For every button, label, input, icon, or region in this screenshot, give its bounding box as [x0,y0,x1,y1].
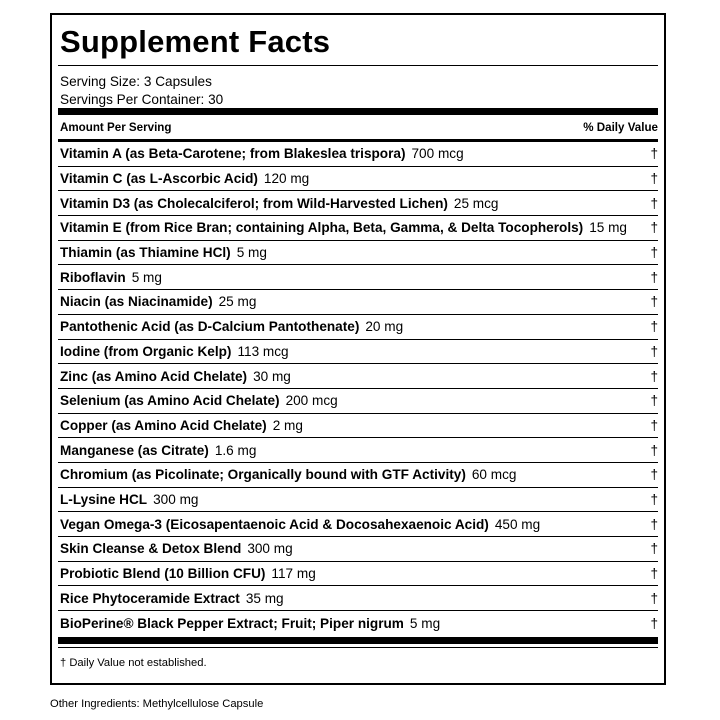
nutrient-amount: 2 mg [272,417,303,433]
nutrient-daily-value: † [650,516,658,532]
nutrient-row [58,611,658,636]
nutrient-amount: 25 mcg [453,195,499,211]
nutrient-amount: 117 mg [271,566,316,582]
nutrient-daily-value: † [650,590,658,606]
nutrient-amount: 700 mcg [411,146,464,162]
nutrient-name: Niacin (as Niacinamide) [60,294,213,310]
nutrient-daily-value: † [650,171,658,187]
nutrient-entry [60,294,256,309]
nutrient-daily-value: † [650,195,658,211]
nutrient-amount: 5 mg [131,269,162,285]
nutrient-daily-value: † [650,368,658,384]
nutrient-entry [60,591,284,606]
nutrient-row [58,364,658,389]
nutrient-daily-value: † [650,541,658,557]
nutrient-entry [60,467,516,482]
nutrient-name: Vitamin C (as L-Ascorbic Acid) [60,171,258,187]
nutrient-amount: 25 mg [218,294,257,310]
nutrient-entry [60,541,293,556]
nutrient-name: Rice Phytoceramide Extract [60,590,240,606]
nutrient-name: Thiamin (as Thiamine HCl) [60,245,231,261]
nutrient-amount: 30 mg [253,368,291,384]
servings-per-container: Servings Per Container: 30 [60,92,224,107]
nutrient-name: Skin Cleanse & Detox Blend [60,541,242,557]
nutrient-entry [60,245,267,260]
nutrient-daily-value: † [650,146,658,162]
column-header [58,117,658,137]
nutrient-row [58,315,658,340]
nutrient-row [58,438,658,463]
nutrient-daily-value: † [650,417,658,433]
nutrient-daily-value: † [650,294,658,310]
nutrient-row [58,265,658,290]
nutrient-amount: 300 mg [247,541,293,557]
nutrient-daily-value: † [650,319,658,335]
nutrient-name: Pantothenic Acid (as D-Calcium Pantothenate) [60,319,360,335]
nutrient-amount: 60 mcg [471,467,517,483]
nutrient-entry [60,196,498,211]
nutrient-entry [60,220,627,235]
nutrient-amount: 450 mg [494,516,541,532]
thick-divider-top [58,108,658,115]
nutrient-name: Vitamin D3 (as Cholecalciferol; from Wild-Harvested Lichen) [60,195,448,211]
nutrient-daily-value: † [650,442,658,458]
nutrient-row [58,241,658,266]
supplement-facts-panel [50,13,666,685]
nutrient-row [58,290,658,315]
nutrient-name: Riboflavin [60,269,126,285]
header-daily-value: % Daily Value [583,120,658,134]
nutrient-entry [60,319,403,334]
nutrient-name: Vegan Omega-3 (Eicosapentaenoic Acid & Docosahexaenoic Acid) [60,516,489,532]
nutrient-amount: 113 mcg [237,343,289,359]
nutrient-name: Vitamin A (as Beta-Carotene; from Blakeslea trispora) [60,146,406,162]
nutrient-daily-value: † [650,393,658,409]
nutrient-name: Iodine (from Organic Kelp) [60,343,232,359]
nutrient-row [58,414,658,439]
nutrient-amount: 35 mg [245,590,284,606]
nutrient-entry [60,171,309,186]
nutrient-entry [60,369,291,384]
nutrient-amount: 15 mg [589,220,627,236]
nutrient-name: Zinc (as Amino Acid Chelate) [60,368,248,384]
nutrient-row [58,191,658,216]
nutrient-daily-value: † [650,269,658,285]
nutrient-list [58,142,658,636]
nutrient-entry [60,492,198,507]
footnote: † Daily Value not established. [60,656,207,669]
nutrient-name: L-Lysine HCL [60,491,148,507]
nutrient-daily-value: † [650,615,658,631]
nutrient-name: BioPerine® Black Pepper Extract; Fruit; Piper nigrum [60,615,404,631]
nutrient-name: Copper (as Amino Acid Chelate) [60,417,267,433]
nutrient-amount: 20 mg [365,319,404,335]
nutrient-amount: 200 mcg [285,393,338,409]
header-amount-per-serving: Amount Per Serving [60,120,172,134]
nutrient-amount: 1.6 mg [214,442,257,458]
nutrient-row [58,512,658,537]
nutrient-row [58,537,658,562]
nutrient-entry [60,517,540,532]
nutrient-daily-value: † [650,467,658,483]
thick-divider-bottom [58,637,658,644]
nutrient-row [58,586,658,611]
nutrient-daily-value: † [650,245,658,261]
nutrient-row [58,216,658,241]
serving-size: Serving Size: 3 Capsules [60,74,212,89]
nutrient-row [58,389,658,414]
nutrient-name: Selenium (as Amino Acid Chelate) [60,393,280,409]
nutrient-row [58,562,658,587]
nutrient-amount: 5 mg [236,245,267,261]
panel-title: Supplement Facts [60,24,331,59]
nutrient-row [58,142,658,167]
nutrient-entry [60,443,256,458]
nutrient-name: Probiotic Blend (10 Billion CFU) [60,566,266,582]
nutrient-name: Vitamin E (from Rice Bran; containing Alpha, Beta, Gamma, & Delta Tocopherols) [60,220,584,236]
nutrient-row [58,488,658,513]
nutrient-amount: 300 mg [153,491,199,507]
nutrient-daily-value: † [650,343,658,359]
nutrient-amount: 120 mg [263,171,310,187]
serving-info [58,66,658,108]
nutrient-amount: 5 mg [409,615,441,631]
nutrient-daily-value: † [650,491,658,507]
nutrient-entry [60,418,303,433]
nutrient-name: Manganese (as Citrate) [60,442,209,458]
nutrient-entry [60,270,162,285]
nutrient-entry [60,566,316,581]
nutrient-entry [60,344,289,359]
nutrient-row [58,167,658,192]
nutrient-daily-value: † [650,566,658,582]
other-ingredients: Other Ingredients: Methylcellulose Capsule [50,698,264,710]
nutrient-entry [60,146,464,161]
nutrient-entry [60,393,338,408]
nutrient-row [58,463,658,488]
nutrient-daily-value: † [650,220,658,236]
nutrient-entry [60,616,440,631]
nutrient-name: Chromium (as Picolinate; Organically bound with GTF Activity) [60,467,466,483]
nutrient-row [58,340,658,365]
